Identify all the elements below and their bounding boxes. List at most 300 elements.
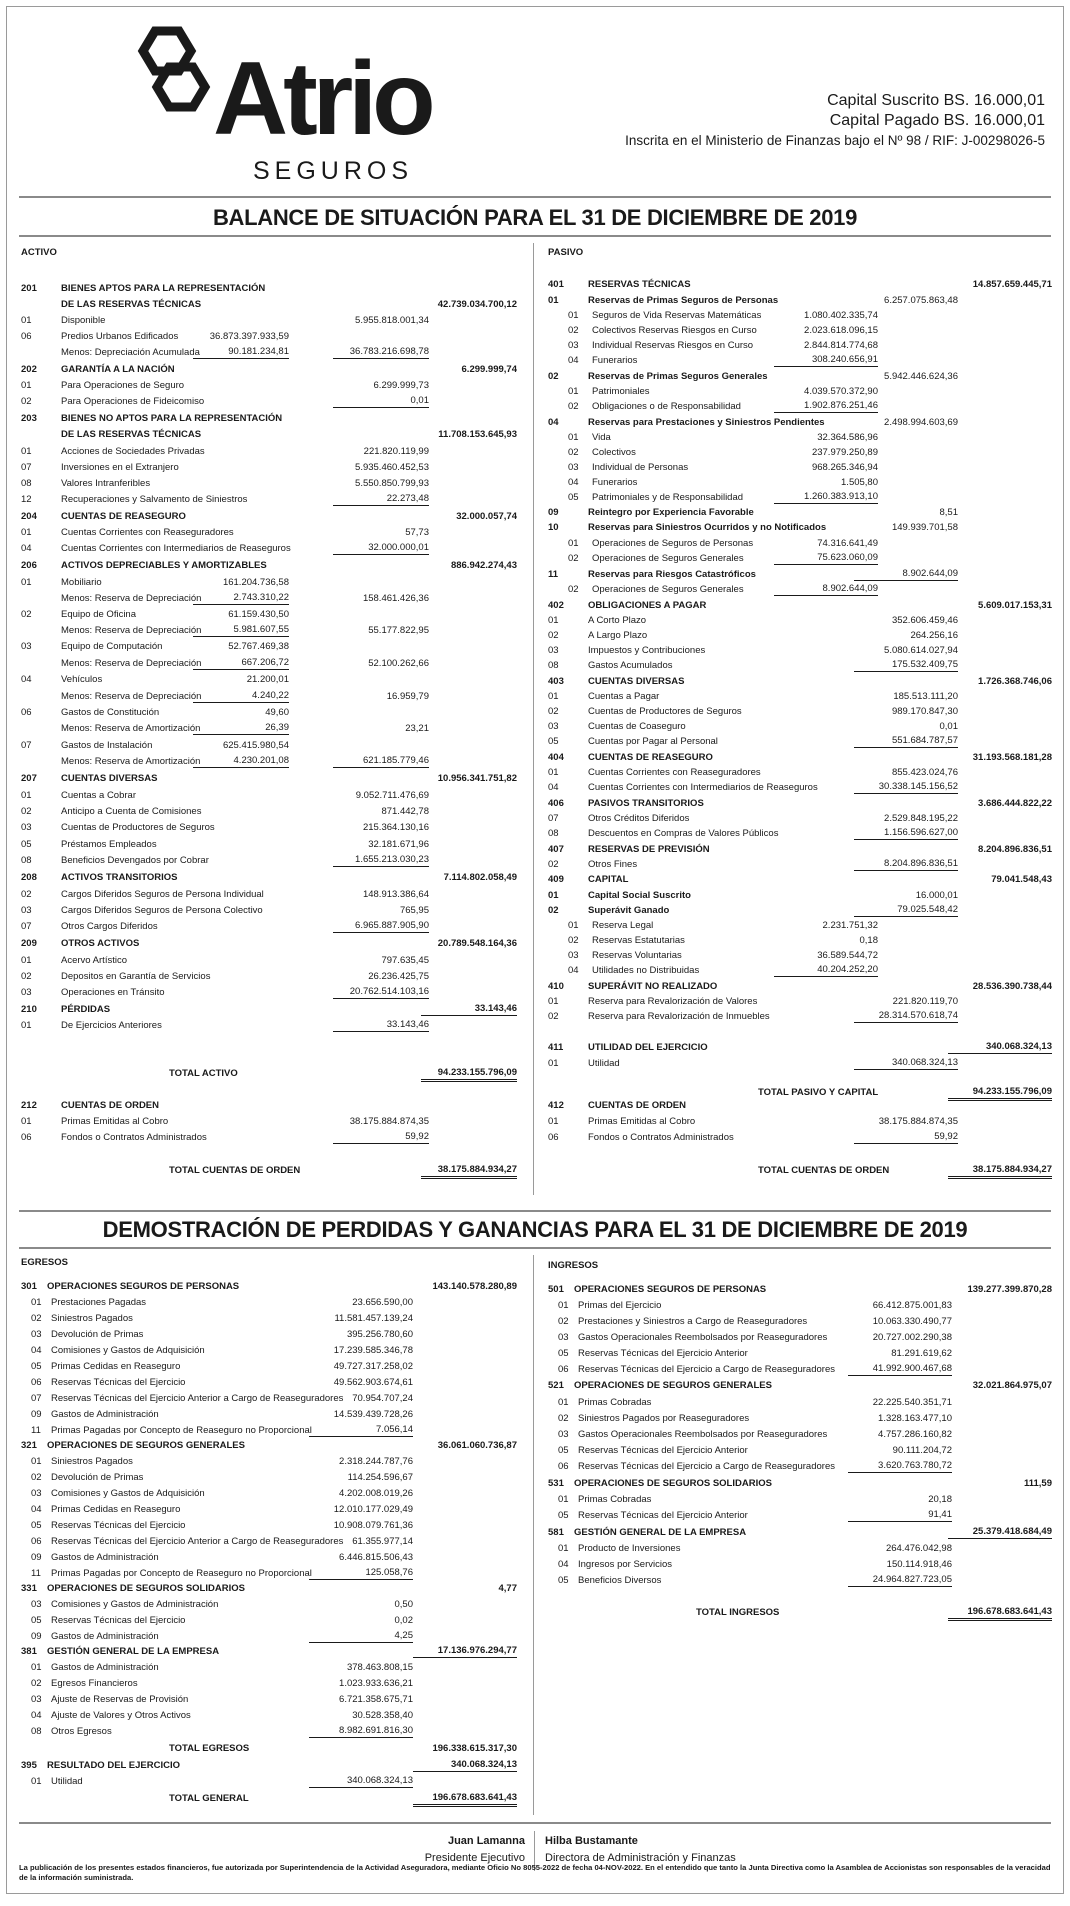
amount: 8.902.644,09: [854, 567, 958, 581]
account-description: TOTAL ACTIVO: [169, 1068, 238, 1079]
statement-row: [548, 1541, 1052, 1557]
statement-row: [21, 903, 517, 919]
statement-row: [21, 1724, 517, 1740]
amount: 38.175.884.934,27: [948, 1163, 1052, 1179]
amount: 42.739.034.700,12: [437, 299, 517, 310]
amount: 52.767.469,38: [228, 641, 289, 652]
account-description: Cuentas por Pagar al Personal: [588, 736, 718, 747]
account-description: Reservas de Primas Seguros Generales: [588, 371, 768, 382]
amount: 378.463.808,15: [346, 1662, 413, 1673]
amount: 5.080.614.027,94: [884, 645, 958, 656]
account-description: RESERVAS DE PREVISIÓN: [588, 844, 710, 855]
amount: 16.959,79: [386, 691, 429, 702]
account-code: 08: [21, 855, 32, 866]
statement-row: [548, 277, 1052, 293]
amount: 6.446.815.506,43: [339, 1552, 413, 1563]
account-description: Reservas Técnicas del Ejercicio Anterior a Cargo de Reaseguradores: [51, 1536, 344, 1547]
account-description: Otros Créditos Diferidos: [588, 813, 690, 824]
amount: 23,21: [405, 723, 429, 734]
account-code: 01: [558, 1543, 569, 1554]
account-code: 12: [21, 494, 32, 505]
statement-row: [21, 1581, 517, 1597]
statement-row: [548, 308, 1052, 324]
account-description: OPERACIONES DE SEGUROS SOLIDARIOS: [47, 1583, 245, 1594]
amount: 0,02: [394, 1615, 413, 1626]
amount: 0,01: [939, 721, 958, 732]
divider: [19, 1822, 1051, 1824]
signature-right: [545, 1833, 736, 1867]
amount: 175.532.409,75: [854, 658, 958, 672]
statement-row: [548, 353, 1052, 369]
amount: 340.068.324,13: [948, 1040, 1052, 1054]
account-code: 01: [548, 996, 559, 1007]
account-code: 05: [31, 1520, 42, 1531]
amount: 1.260.383.913,10: [774, 490, 878, 504]
account-code: 301: [21, 1281, 37, 1292]
account-code: 04: [568, 477, 579, 488]
account-description: Siniestros Pagados por Reaseguradores: [578, 1413, 750, 1424]
statement-row: [548, 475, 1052, 491]
statement-row: [548, 338, 1052, 354]
account-code: 03: [548, 645, 559, 656]
statement-row: [548, 842, 1052, 858]
amount: 6.721.358.675,71: [339, 1694, 413, 1705]
amount: 340.068.324,13: [309, 1774, 413, 1788]
amount: 59,92: [333, 1130, 429, 1144]
account-description: DE LAS RESERVAS TÉCNICAS: [61, 429, 202, 440]
account-description: TOTAL INGRESOS: [696, 1607, 780, 1618]
account-code: 02: [568, 584, 579, 595]
statement-row: [21, 1279, 517, 1295]
amount: 66.412.875.001,83: [872, 1300, 952, 1311]
account-description: Cuentas Corrientes con Intermediarios de Reaseguros: [588, 782, 818, 793]
account-code: 03: [568, 462, 579, 473]
amount: 7.056,14: [309, 1423, 413, 1437]
amount: 221.820.119,70: [892, 996, 958, 1007]
account-code: 406: [548, 798, 564, 809]
account-description: Primas Cobradas: [578, 1494, 652, 1505]
account-code: 01: [548, 1116, 559, 1127]
statement-row: [21, 575, 517, 591]
account-code: 04: [31, 1345, 42, 1356]
account-description: Cuentas a Cobrar: [61, 790, 136, 801]
statement-row: [548, 1395, 1052, 1411]
account-code: 02: [21, 396, 32, 407]
amount: 79.041.548,43: [991, 874, 1052, 885]
account-description: CUENTAS DE ORDEN: [61, 1100, 159, 1111]
statement-row: [21, 804, 517, 820]
account-code: 02: [548, 706, 559, 717]
amount: 20.762.514.103,16: [333, 985, 429, 999]
amount: 0,50: [394, 1599, 413, 1610]
statement-row: [21, 394, 517, 410]
statement-row: [548, 582, 1052, 598]
statement-row: [548, 933, 1052, 949]
statement-row: [548, 1114, 1052, 1130]
amount: 8.204.896.836,51: [854, 857, 958, 871]
amount: 1.023.933.636,21: [339, 1678, 413, 1689]
statement-row: [21, 1486, 517, 1502]
account-code: 07: [548, 813, 559, 824]
amount: 49.727.317.258,02: [333, 1361, 413, 1372]
account-code: 03: [21, 641, 32, 652]
account-description: TOTAL CUENTAS DE ORDEN: [169, 1165, 301, 1176]
account-code: 02: [548, 1011, 559, 1022]
account-description: Reserva Legal: [592, 920, 654, 931]
account-description: Comisiones y Gastos de Adquisición: [51, 1345, 205, 1356]
amount: 143.140.578.280,89: [432, 1281, 517, 1292]
account-code: 210: [21, 1004, 37, 1015]
amount: 91,41: [848, 1508, 952, 1522]
account-code: 05: [548, 736, 559, 747]
account-description: Devolución de Primas: [51, 1329, 144, 1340]
account-code: 411: [548, 1042, 564, 1053]
account-code: 03: [558, 1429, 569, 1440]
financial-statement-page: [6, 6, 1064, 1894]
account-description: Otros Cargos Diferidos: [61, 921, 158, 932]
account-code: 08: [31, 1726, 42, 1737]
account-description: Reservas para Riesgos Catastróficos: [588, 569, 756, 580]
amount: 30.528.358,40: [352, 1710, 413, 1721]
account-description: Gastos de Administración: [51, 1409, 159, 1420]
account-code: 04: [21, 674, 32, 685]
amount: 2.529.848.195,22: [884, 813, 958, 824]
account-description: Cuentas de Productores de Seguros: [588, 706, 742, 717]
statement-row: [21, 936, 517, 952]
account-code: 212: [21, 1100, 37, 1111]
amount: 7.114.802.058,49: [443, 872, 517, 883]
account-description: Disponible: [61, 315, 106, 326]
amount: 8.982.691.816,30: [309, 1724, 413, 1738]
balance-title: BALANCE DE SITUACIÓN PARA EL 31 DE DICIEMBRE DE 2019: [212, 205, 858, 230]
amount: 1.655.213.030,23: [333, 853, 429, 867]
column-divider: [533, 1255, 534, 1815]
account-code: 321: [21, 1440, 37, 1451]
account-code: 03: [568, 950, 579, 961]
amount: 1.156.596.627,00: [854, 826, 958, 840]
account-code: 04: [558, 1559, 569, 1570]
account-description: TOTAL PASIVO Y CAPITAL: [758, 1087, 879, 1098]
pasivo-label: PASIVO: [548, 247, 584, 258]
statement-row: [21, 689, 517, 705]
account-code: 07: [21, 740, 32, 751]
amount: 2.231.751,32: [822, 920, 878, 931]
statement-row: [548, 1362, 1052, 1378]
amount: 36.873.397.933,59: [209, 331, 289, 342]
account-description: Cuentas a Pagar: [588, 691, 660, 702]
capital-suscrito: Capital Suscrito BS. 16.000,01: [827, 92, 1045, 109]
account-code: 09: [548, 507, 559, 518]
account-code: 01: [21, 577, 32, 588]
statement-row: [548, 704, 1052, 720]
account-description: Acervo Artístico: [61, 955, 127, 966]
account-code: 01: [568, 432, 579, 443]
account-description: Cuentas Corrientes con Reaseguradores: [61, 527, 234, 538]
account-description: PÉRDIDAS: [61, 1004, 111, 1015]
account-code: 01: [548, 691, 559, 702]
amount: 340.068.324,13: [854, 1056, 958, 1070]
account-code: 531: [548, 1478, 564, 1489]
amount: 871.442,78: [381, 806, 429, 817]
account-code: 02: [31, 1472, 42, 1483]
account-code: 02: [568, 325, 579, 336]
account-code: 401: [548, 279, 564, 290]
account-code: 01: [558, 1397, 569, 1408]
account-code: 01: [31, 1456, 42, 1467]
account-description: GESTIÓN GENERAL DE LA EMPRESA: [574, 1527, 747, 1538]
amount: 4.039.570.372,90: [804, 386, 878, 397]
account-description: Beneficios Devengados por Cobrar: [61, 855, 209, 866]
account-code: 01: [568, 310, 579, 321]
account-code: 02: [548, 371, 559, 382]
statement-row: [21, 1470, 517, 1486]
amount: 6.299.999,74: [461, 364, 517, 375]
account-code: 02: [568, 447, 579, 458]
amount: 22.225.540.351,71: [872, 1397, 952, 1408]
amount: 2.023.618.096,15: [804, 325, 878, 336]
account-code: 04: [568, 965, 579, 976]
amount: 75.623.060,09: [774, 551, 878, 565]
statement-row: [548, 520, 1052, 536]
statement-row: [21, 1423, 517, 1439]
capital-pagado: Capital Pagado BS. 16.000,01: [829, 112, 1045, 129]
account-code: 03: [31, 1599, 42, 1610]
statement-row: [548, 1427, 1052, 1443]
statement-row: [548, 903, 1052, 919]
account-code: 203: [21, 413, 37, 424]
account-code: 11: [31, 1425, 41, 1436]
account-description: Anticipo a Cuenta de Comisiones: [61, 806, 202, 817]
amount: 4.230.201,08: [193, 754, 289, 768]
statement-row: [548, 567, 1052, 583]
account-description: Reservas Técnicas del Ejercicio a Cargo de Reaseguradores: [578, 1461, 835, 1472]
account-description: CUENTAS DE REASEGURO: [588, 752, 713, 763]
account-description: Impuestos y Contribuciones: [588, 645, 706, 656]
statement-row: [548, 460, 1052, 476]
account-description: Primas Emitidas al Cobro: [61, 1116, 169, 1127]
statement-row: [548, 1130, 1052, 1146]
amount: 30.338.145.156,52: [854, 780, 958, 794]
amount: 989.170.847,30: [891, 706, 958, 717]
statement-row: [548, 415, 1052, 431]
amount: 1.726.368.746,06: [978, 676, 1052, 687]
account-description: Primas del Ejercicio: [578, 1300, 662, 1311]
amount: 1.328.163.477,10: [878, 1413, 952, 1424]
account-code: 03: [21, 905, 32, 916]
account-code: 04: [31, 1504, 42, 1515]
amount: 5.609.017.153,31: [978, 600, 1052, 611]
statement-row: [548, 551, 1052, 567]
account-code: 05: [558, 1510, 569, 1521]
account-code: 201: [21, 283, 37, 294]
amount: 94.233.155.796,09: [948, 1085, 1052, 1101]
account-description: Recuperaciones y Salvamento de Siniestros: [61, 494, 248, 505]
account-code: 05: [568, 492, 579, 503]
statement-row: [548, 1040, 1052, 1056]
account-description: Individual Reservas Riesgos en Curso: [592, 340, 754, 351]
account-description: Ajuste de Reservas de Provisión: [51, 1694, 189, 1705]
statement-row: [21, 1163, 517, 1179]
account-description: CAPITAL: [588, 874, 629, 885]
account-description: GARANTÍA A LA NACIÓN: [61, 364, 175, 375]
account-code: 09: [31, 1631, 42, 1642]
statement-row: [21, 541, 517, 557]
account-code: 02: [21, 806, 32, 817]
account-description: Reservas Técnicas del Ejercicio: [51, 1377, 186, 1388]
signatory-name: Hilba Bustamante: [545, 1835, 638, 1847]
account-description: Primas Cedidas en Reaseguro: [51, 1361, 181, 1372]
account-description: Reservas Técnicas del Ejercicio Anterior a Cargo de Reaseguradores: [51, 1393, 344, 1404]
statement-row: [548, 643, 1052, 659]
account-code: 412: [548, 1100, 564, 1111]
statement-row: [548, 811, 1052, 827]
amount: 8,51: [939, 507, 958, 518]
amount: 2.743.310,22: [193, 591, 289, 605]
account-code: 03: [21, 987, 32, 998]
statement-row: [548, 750, 1052, 766]
amount: 38.175.884.874,35: [878, 1116, 958, 1127]
statement-row: [21, 656, 517, 672]
amount: 94.233.155.796,09: [421, 1066, 517, 1082]
amount: 621.185.779,46: [333, 754, 429, 768]
statement-row: [21, 362, 517, 378]
amount: 61.355.977,14: [352, 1536, 413, 1547]
statement-row: [548, 1330, 1052, 1346]
statement-row: [548, 1098, 1052, 1114]
account-description: Inversiones en el Extranjero: [61, 462, 179, 473]
account-description: BIENES NO APTOS PARA LA REPRESENTACIÓN: [61, 413, 283, 424]
account-code: 04: [548, 417, 559, 428]
account-code: 03: [558, 1332, 569, 1343]
account-description: Patrimoniales: [592, 386, 650, 397]
atrio-logo: [135, 21, 435, 191]
statement-row: [21, 297, 517, 313]
account-code: 05: [558, 1348, 569, 1359]
amount: 551.684.787,57: [854, 734, 958, 748]
account-description: OPERACIONES SEGUROS DE PERSONAS: [574, 1284, 767, 1295]
statement-row: [21, 492, 517, 508]
account-description: Cuentas Corrientes con Reaseguradores: [588, 767, 761, 778]
amount: 12.010.177.029,49: [333, 1504, 413, 1515]
account-code: 02: [548, 905, 559, 916]
amount: 5.981.607,55: [193, 623, 289, 637]
account-description: Reservas Técnicas del Ejercicio Anterior: [578, 1445, 748, 1456]
statement-row: [548, 369, 1052, 385]
account-description: Reintegro por Experiencia Favorable: [588, 507, 754, 518]
account-description: Menos: Reserva de Depreciación: [61, 625, 202, 636]
account-description: Primas Cedidas en Reaseguro: [51, 1504, 181, 1515]
account-description: Producto de Inversiones: [578, 1543, 681, 1554]
divider: [19, 235, 1051, 237]
statement-row: [21, 1066, 517, 1082]
amount: 150.114.918,46: [886, 1559, 952, 1570]
statement-row: [21, 444, 517, 460]
account-code: 209: [21, 938, 37, 949]
divider: [19, 1210, 1051, 1212]
account-description: Gastos de Instalación: [61, 740, 153, 751]
amount: 22.273,48: [333, 492, 429, 506]
account-description: Operaciones de Seguros de Personas: [592, 538, 754, 549]
account-description: Cargos Diferidos Seguros de Persona Colectivo: [61, 905, 263, 916]
account-code: 403: [548, 676, 564, 687]
capital-info: [625, 91, 1045, 151]
account-code: 05: [31, 1615, 42, 1626]
statement-row: [548, 979, 1052, 995]
amount: 11.581.457.139,24: [334, 1313, 413, 1324]
account-code: 02: [548, 630, 559, 641]
statement-row: [548, 1411, 1052, 1427]
account-code: 01: [568, 386, 579, 397]
account-code: 01: [548, 295, 559, 306]
amount: 2.318.244.787,76: [339, 1456, 413, 1467]
account-description: Reservas Técnicas del Ejercicio a Cargo de Reaseguradores: [578, 1364, 835, 1375]
account-description: Otros Egresos: [51, 1726, 112, 1737]
statement-row: [548, 1314, 1052, 1330]
statement-row: [21, 1359, 517, 1375]
account-description: De Ejercicios Anteriores: [61, 1020, 162, 1031]
account-code: 03: [568, 340, 579, 351]
account-code: 01: [21, 1116, 32, 1127]
account-code: 01: [21, 955, 32, 966]
statement-row: [21, 411, 517, 427]
statement-row: [21, 509, 517, 525]
account-description: Individual de Personas: [592, 462, 689, 473]
account-code: 04: [548, 782, 559, 793]
amount: 90.111.204,72: [892, 1445, 952, 1456]
statement-row: [548, 994, 1052, 1010]
account-code: 02: [21, 889, 32, 900]
amount: 5.942.446.624,36: [884, 371, 958, 382]
amount: 308.240.656,91: [774, 353, 878, 367]
amount: 111,59: [1023, 1478, 1052, 1489]
account-code: 402: [548, 600, 564, 611]
account-code: 06: [21, 707, 32, 718]
account-description: Reservas de Primas Seguros de Personas: [588, 295, 779, 306]
account-description: Menos: Reserva de Amortización: [61, 756, 201, 767]
account-code: 04: [21, 543, 32, 554]
account-description: Comisiones y Gastos de Administración: [51, 1599, 219, 1610]
amount: 10.956.341.751,82: [437, 773, 517, 784]
statement-row: [21, 837, 517, 853]
account-description: CUENTAS DE ORDEN: [588, 1100, 686, 1111]
amount: 11.708.153.645,93: [438, 429, 517, 440]
amount: 33.143,46: [421, 1002, 517, 1016]
statement-row: [21, 969, 517, 985]
account-description: CUENTAS DIVERSAS: [588, 676, 685, 687]
account-code: 206: [21, 560, 37, 571]
amount: 5.935.460.452,53: [355, 462, 429, 473]
account-description: ACTIVOS TRANSITORIOS: [61, 872, 178, 883]
account-description: Fondos o Contratos Administrados: [61, 1132, 207, 1143]
account-description: Egresos Financieros: [51, 1678, 138, 1689]
account-code: 01: [548, 890, 559, 901]
statement-row: [21, 853, 517, 869]
statement-row: [21, 1629, 517, 1645]
statement-row: [21, 1311, 517, 1327]
account-description: Menos: Reserva de Depreciación: [61, 658, 202, 669]
account-description: Ingresos por Servicios: [578, 1559, 672, 1570]
statement-row: [21, 672, 517, 688]
account-code: 409: [548, 874, 564, 885]
account-code: 01: [548, 1058, 559, 1069]
amount: 1.902.876.251,46: [774, 399, 878, 413]
amount: 40.204.252,20: [774, 963, 878, 977]
account-code: 06: [31, 1377, 42, 1388]
statement-row: [548, 734, 1052, 750]
amount: 57,73: [405, 527, 429, 538]
statement-row: [548, 674, 1052, 690]
account-description: Primas Pagadas por Concepto de Reaseguro no Proporcional: [51, 1568, 312, 1579]
